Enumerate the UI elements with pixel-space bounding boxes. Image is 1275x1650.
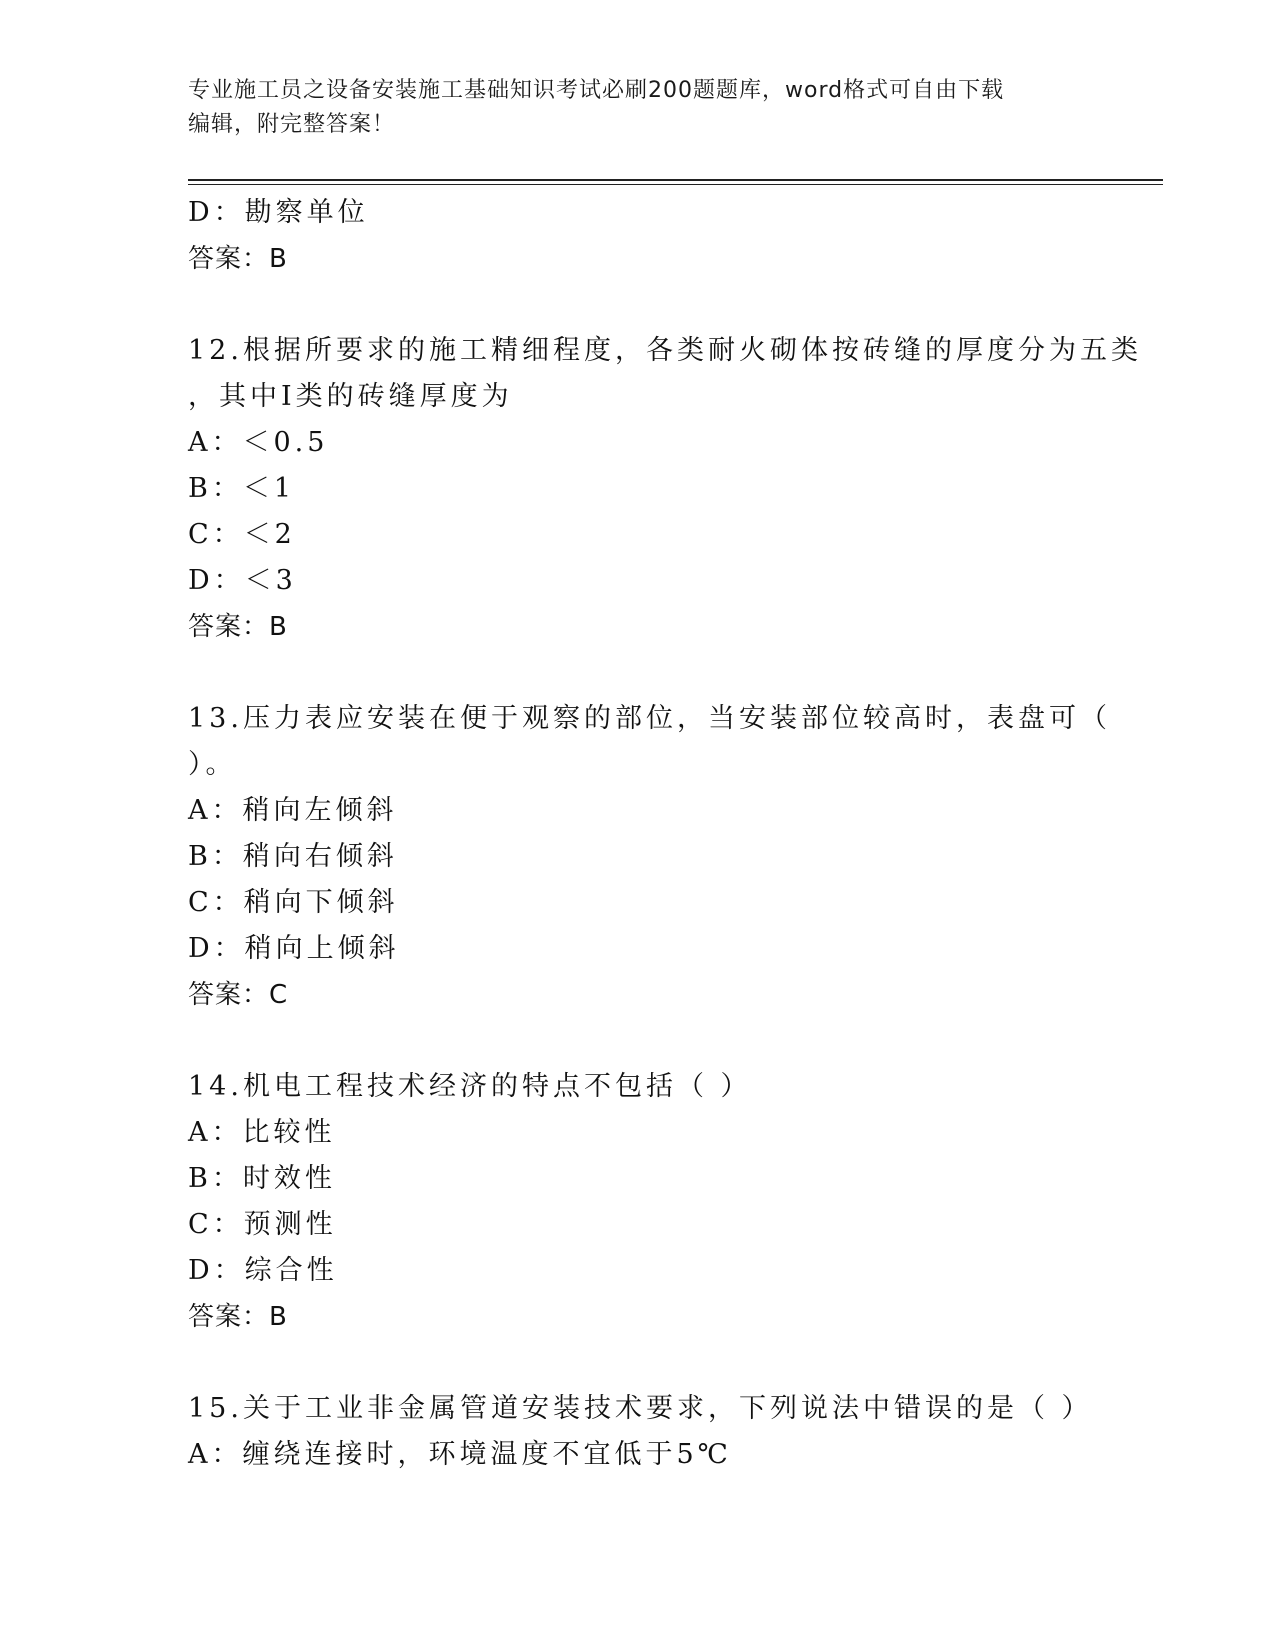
question-text-cont: ，其中Ⅰ类的砖缝厚度为 <box>188 381 513 412</box>
question-text-cont: ）。 <box>188 749 237 780</box>
answer: 答案：C <box>188 980 289 1010</box>
question-text: 13.压力表应安装在便于观察的部位，当安装部位较高时，表盘可（ <box>188 703 1111 734</box>
option-d: D：＜3 <box>188 565 297 596</box>
answer: 答案：B <box>188 612 288 642</box>
option-d: D：勘察单位 <box>188 197 369 228</box>
question-text: 14.机电工程技术经济的特点不包括（ ） <box>188 1071 752 1102</box>
option-a: A：＜0.5 <box>188 427 329 458</box>
spacer <box>188 282 1128 328</box>
question-12 <box>188 328 1142 650</box>
header-line-1: 专业施工员之设备安装施工基础知识考试必刷200题题库，word格式可自由下载 <box>188 78 1005 103</box>
option-c: C：＜2 <box>188 519 296 550</box>
option-b: B：时效性 <box>188 1163 336 1194</box>
spacer <box>188 650 1128 696</box>
option-c: C：稍向下倾斜 <box>188 887 399 918</box>
spacer <box>188 1018 1128 1064</box>
option-b: B：＜1 <box>188 473 296 504</box>
question-text: 12.根据所要求的施工精细程度，各类耐火砌体按砖缝的厚度分为五类 <box>188 335 1142 366</box>
header-divider <box>188 179 1163 181</box>
answer: 答案：B <box>188 1302 288 1332</box>
spacer <box>188 1340 1128 1386</box>
question-list <box>188 190 1142 1478</box>
option-a: A：缠绕连接时，环境温度不宜低于5℃ <box>188 1439 732 1470</box>
answer: 答案：B <box>188 244 288 274</box>
option-b: B：稍向右倾斜 <box>188 841 398 872</box>
document-header <box>188 74 1088 142</box>
option-a: A：稍向左倾斜 <box>188 795 398 826</box>
option-d: D：稍向上倾斜 <box>188 933 400 964</box>
option-d: D：综合性 <box>188 1255 338 1286</box>
question-15 <box>188 1386 1128 1478</box>
header-divider-thin <box>188 184 1163 185</box>
option-c: C：预测性 <box>188 1209 337 1240</box>
option-a: A：比较性 <box>188 1117 336 1148</box>
question-13 <box>188 696 1128 1018</box>
question-text: 15.关于工业非金属管道安装技术要求，下列说法中错误的是（ ） <box>188 1393 1093 1424</box>
question-14 <box>188 1064 1128 1340</box>
header-line-2: 编辑，附完整答案！ <box>188 112 396 137</box>
